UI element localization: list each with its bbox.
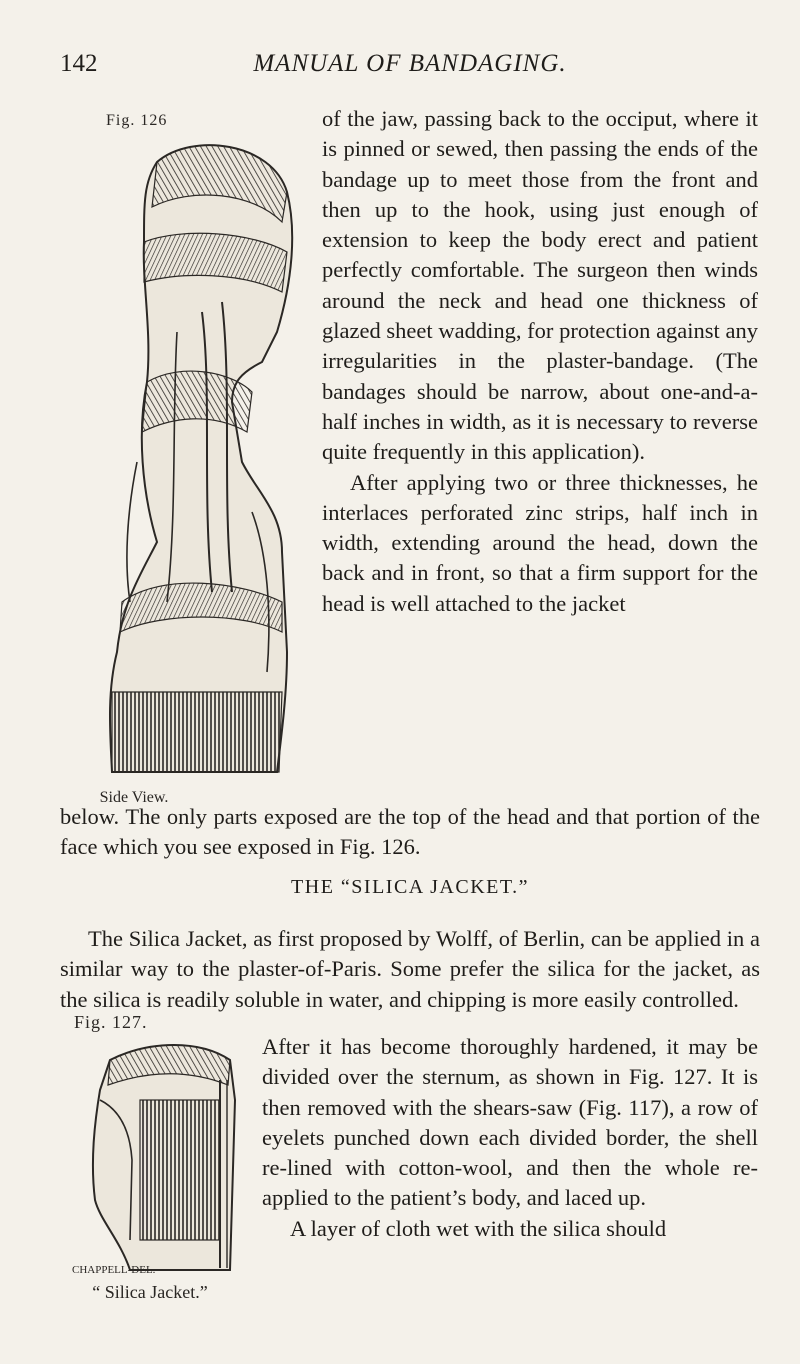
figure-126-illustration xyxy=(82,132,322,788)
section-intro xyxy=(60,924,760,1015)
figure-127-label: Fig. 127. xyxy=(74,1012,148,1032)
paragraph: The Silica Jacket, as first proposed by Wolff, of Berlin, can be applied in a similar way to the plaster-of-Paris. Some prefer the silica for the jacket, as the silica is readily soluble in water, and chipping is more easily controlled. xyxy=(60,926,760,1012)
paragraph: of the jaw, passing back to the occiput, where it is pinned or sewed, then passing the ends of the bandage up to meet those from the front and then up to the hook, using just enough of extension to keep the body erect and patient perfectly comfortable. The surgeon then winds around the neck and head one thickness of glazed sheet wadding, for protection against any irregularities in the plaster-bandage. (The bandages should be narrow, about one-and-a-half inches in width, as it is necessary to reverse quite frequently in this application). xyxy=(322,106,758,465)
figure-126-label: Fig. 126 xyxy=(106,112,168,129)
paragraph: After it has become thoroughly hardened, it may be divided over the sternum, as shown in Fig. 127. It is then removed with the shears-saw (Fig. 117), a row of eyelets punched down each divided border, the shell re-lined with cotton-wool, and then the whole re-applied to the patient’s body, and laced up. xyxy=(262,1034,758,1211)
figure-127-caption: “ Silica Jacket.” xyxy=(92,1282,208,1302)
continuation-text xyxy=(60,802,760,863)
running-title: MANUAL OF BANDAGING. xyxy=(253,50,567,77)
body-column xyxy=(322,104,758,619)
page-number: 142 xyxy=(60,50,98,77)
figure-126-caption: Side View. xyxy=(99,789,169,806)
figure-127-illustration xyxy=(70,1040,250,1276)
paragraph: After applying two or three thicknesses, he interlaces perforated zinc strips, half inch in width, extending around the head, down the back and in front, so that a firm support for the head is well attached to the jacket xyxy=(322,469,758,616)
paragraph: A layer of cloth wet with the silica should xyxy=(290,1215,667,1241)
body-column-2 xyxy=(262,1032,758,1244)
figure-127-signature: CHAPPELL-DEL. xyxy=(72,1264,156,1276)
paragraph: below. The only parts exposed are the top of the head and that portion of the face which you see exposed in Fig. 126. xyxy=(60,804,760,860)
page-header xyxy=(60,50,760,86)
section-heading: THE “SILICA JACKET.” xyxy=(291,876,529,898)
